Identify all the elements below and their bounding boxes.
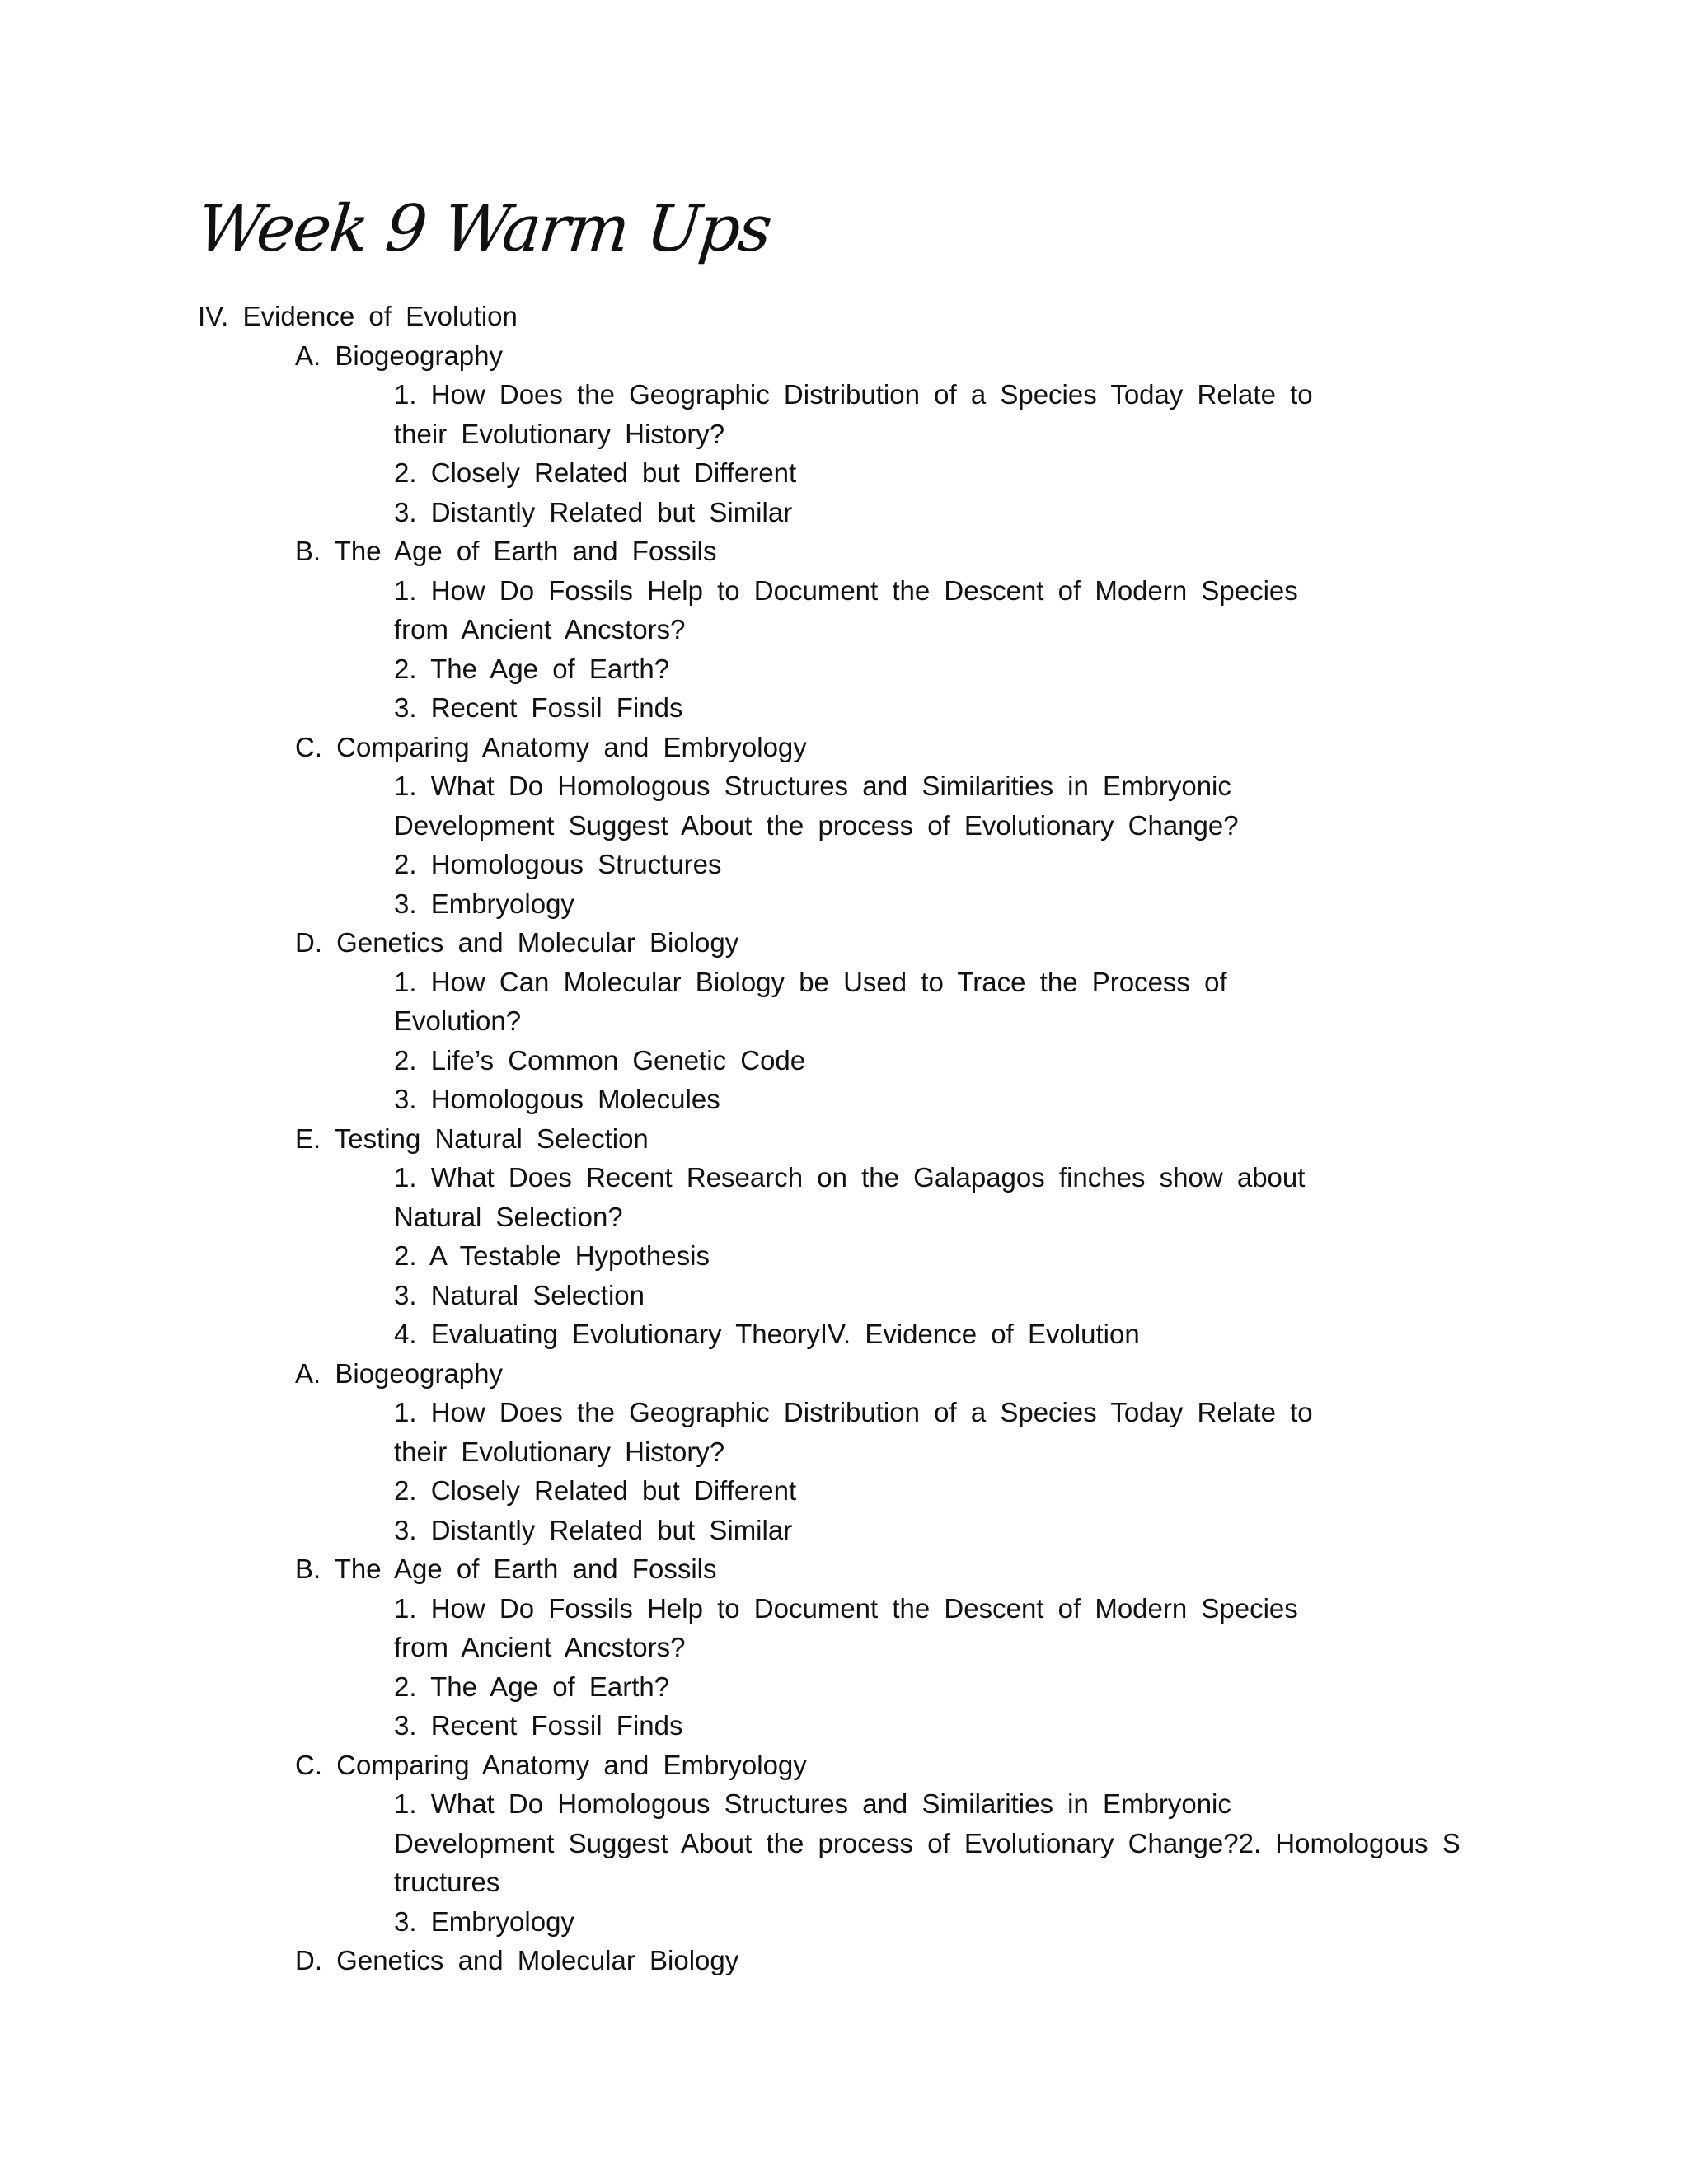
outline-section: E. Testing Natural Selection [295, 1122, 649, 1154]
outline-item: 1. How Does the Geographic Distribution of a Species Today Relate to [394, 379, 1313, 410]
outline-list [198, 297, 1517, 1980]
outline-item: 3. Recent Fossil Finds [394, 1710, 683, 1741]
outline-section: D. Genetics and Molecular Biology [295, 1945, 739, 1975]
outline-item: 2. Homologous Structures [394, 849, 722, 879]
outline-item: Development Suggest About the process of Evolutionary Change? [394, 809, 1239, 841]
outline-section: A. Biogeography [295, 1357, 504, 1389]
outline-item: 2. Closely Related but Different [394, 1475, 797, 1506]
page-title: Week 9 Warm Ups [194, 192, 774, 266]
outline-item: 2. A Testable Hypothesis [394, 1240, 710, 1271]
outline-section: B. The Age of Earth and Fossils [295, 536, 717, 566]
outline-item: their Evolutionary History? [394, 418, 725, 449]
outline-item: 3. Natural Selection [394, 1279, 645, 1310]
outline-item: tructures [394, 1867, 500, 1897]
outline-item: 3. Homologous Molecules [394, 1084, 720, 1114]
outline-item: 3. Recent Fossil Finds [394, 692, 683, 723]
outline-item: 1. How Can Molecular Biology be Used to Trace the Process of [394, 966, 1227, 997]
outline-section: C. Comparing Anatomy and Embryology [295, 1749, 807, 1780]
outline-item: 3. Embryology [394, 1905, 574, 1937]
outline-item: Evolution? [394, 1005, 522, 1036]
outline-item: 1. How Do Fossils Help to Document the Descent of Modern Species [394, 574, 1298, 606]
outline-item: 1. What Do Homologous Structures and Similarities in Embryonic [394, 771, 1231, 801]
outline-item: 2. Closely Related but Different [394, 457, 797, 488]
outline-item: 2. Life’s Common Genetic Code [394, 1044, 806, 1076]
outline-item: 1. How Do Fossils Help to Document the Descent of Modern Species [394, 1592, 1298, 1624]
outline-item: 3. Distantly Related but Similar [394, 1514, 793, 1545]
outline-section: C. Comparing Anatomy and Embryology [295, 731, 807, 762]
outline-item: from Ancient Ancstors? [394, 1632, 686, 1662]
outline-item: 2. The Age of Earth? [394, 1671, 670, 1702]
outline-item: 1. What Does Recent Research on the Galapagos finches show about [394, 1162, 1306, 1193]
outline-item: 4. Evaluating Evolutionary TheoryIV. Evidence of Evolution [394, 1319, 1140, 1349]
outline-item: 1. What Do Homologous Structures and Similarities in Embryonic [394, 1788, 1231, 1819]
outline-item: from Ancient Ancstors? [394, 614, 686, 644]
outline-section: B. The Age of Earth and Fossils [295, 1554, 717, 1584]
outline-item: 1. How Does the Geographic Distribution of a Species Today Relate to [394, 1397, 1313, 1427]
outline-section: A. Biogeography [295, 340, 504, 371]
outline-section: D. Genetics and Molecular Biology [295, 927, 739, 958]
outline-item: their Evolutionary History? [394, 1436, 725, 1467]
outline-item: 2. The Age of Earth? [394, 653, 670, 684]
outline-item: Development Suggest About the process of Evolutionary Change?2. Homologous S [394, 1827, 1461, 1858]
outline-item: Natural Selection? [394, 1201, 623, 1232]
outline-heading: IV. Evidence of Evolution [198, 301, 518, 331]
outline-item: 3. Embryology [394, 888, 574, 919]
outline-item: 3. Distantly Related but Similar [394, 496, 793, 527]
